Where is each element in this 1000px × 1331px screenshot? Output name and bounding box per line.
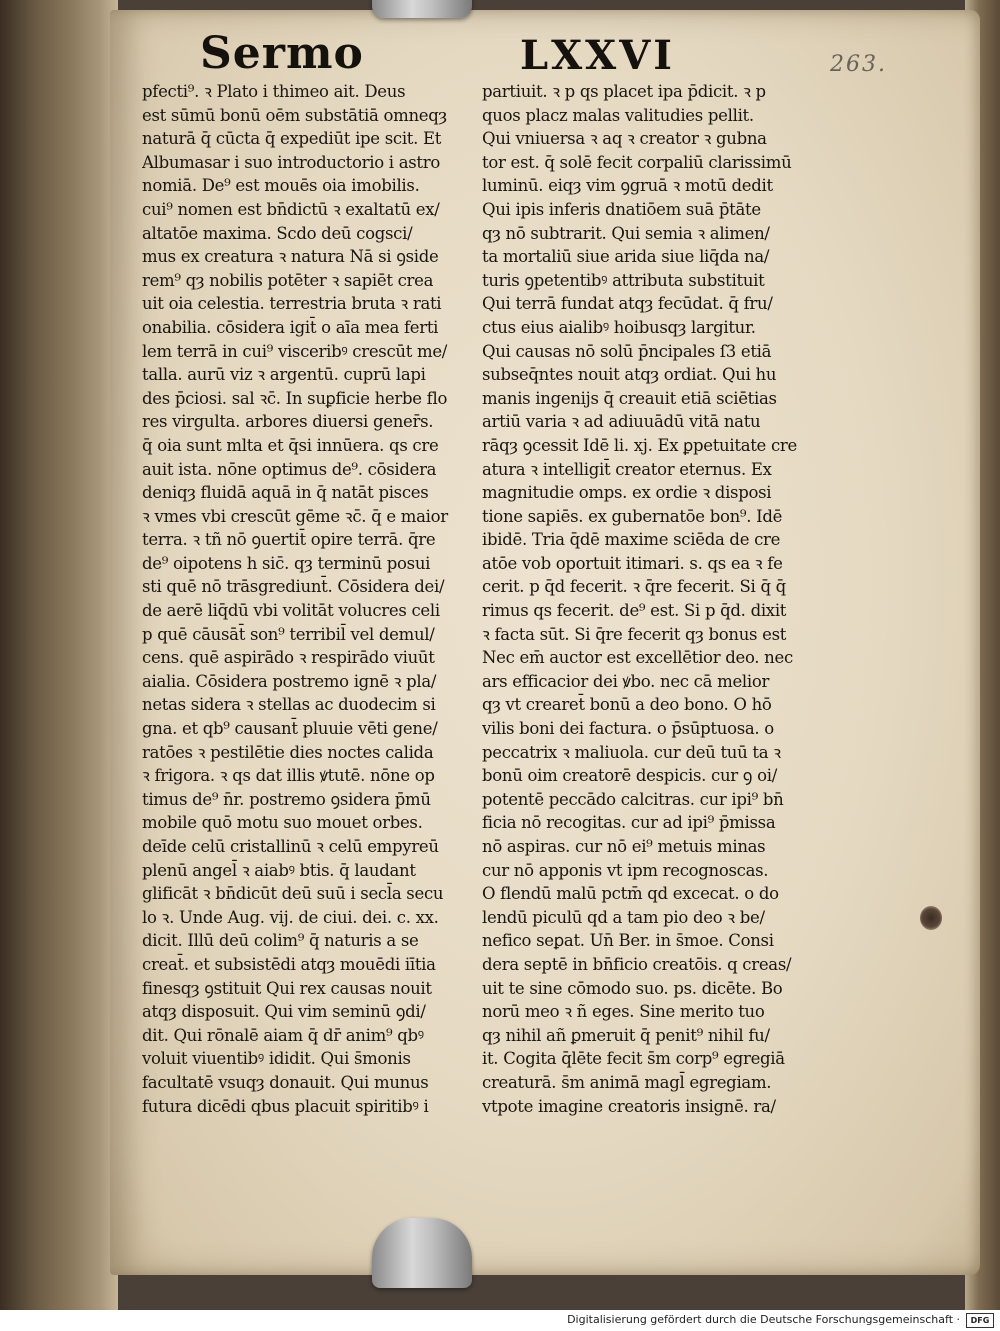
text-line: plenū angel̄ ꝛ aiabꝰ btis. q̄ laudant bbox=[142, 860, 416, 880]
text-line: pfecti⁹. ꝛ Plato i thimeo ait. Deus bbox=[142, 82, 406, 101]
text-line: magnitudie omps. ex ordie ꝛ disposi bbox=[482, 483, 772, 503]
text-line: vtpote imagine creatoris insignē. ra/ bbox=[482, 1096, 776, 1116]
text-line: partiuit. ꝛ p qs placet ipa p̄dicit. ꝛ p bbox=[482, 82, 766, 101]
text-line: luminū. eiqȝ vim ꝯgruā ꝛ motū dedit bbox=[482, 176, 773, 196]
text-line: ctus eius aialibꝰ hoibusqȝ largitur. bbox=[482, 317, 756, 337]
text-line: nomiā. De⁹ est mouēs oia imobilis. bbox=[142, 176, 420, 196]
text-line: ars efficacior dei ꝟbo. nec cā melior bbox=[482, 671, 770, 691]
sermon-numeral: LXXVI bbox=[520, 32, 675, 79]
ink-stain bbox=[920, 906, 942, 930]
text-line: nō aspiras. cur nō ei⁹ metuis minas bbox=[482, 837, 766, 856]
text-line: lendū piculū qd a tam pio deo ꝛ be/ bbox=[482, 907, 765, 927]
text-line: potentē peccādo calcitras. cur ipi⁹ bn̄ bbox=[482, 789, 784, 809]
text-line: altatōe maxima. Scdo deū cogsci/ bbox=[142, 223, 413, 243]
text-line: Albumasar i suo introductorio i astro bbox=[142, 152, 440, 172]
text-line: gna. et qb⁹ causant̄ pluuie vēti gene/ bbox=[142, 719, 438, 739]
text-line: futura dicēdi qbus placuit spiritibꝰ i bbox=[142, 1096, 429, 1116]
folio-number: 263. bbox=[830, 52, 887, 77]
text-line: auit ista. nōne optimus de⁹. cōsidera bbox=[142, 459, 437, 479]
text-line: cerit. p q̄d fecerit. ꝛ q̄re fecerit. Si q̄ q̄ bbox=[482, 577, 786, 597]
text-line: dit. Qui rōnalē aiam q̄ dr̄ anim⁹ qbꝰ bbox=[142, 1025, 424, 1045]
text-line: deīde celū cristallinū ꝛ celū empyreū bbox=[142, 837, 439, 856]
text-line: Qui causas nō solū p̄ncipales ſ3 etiā bbox=[482, 341, 772, 361]
text-line: ꝛ facta sūt. Si q̄re fecerit qȝ bonus est bbox=[482, 624, 787, 644]
text-line: mobile quō motu suo mouet orbes. bbox=[142, 813, 423, 833]
text-line: onabilia. cōsidera igit̄ o aīa mea ferti bbox=[142, 317, 439, 337]
text-line: talla. aurū viz ꝛ argentū. cuprū lapi bbox=[142, 365, 426, 385]
text-line: creat̄. et subsistēdi atqȝ mouēdi iītia bbox=[142, 954, 436, 974]
text-line: tione sapiēs. ex gubernatōe bon⁹. Idē bbox=[482, 506, 783, 526]
text-line: uit oia celestia. terrestria bruta ꝛ rati bbox=[142, 294, 442, 314]
text-line: ꝛ vmes vbi crescūt gēme ꝛc̄. q̄ e maior bbox=[142, 506, 448, 526]
text-line: qȝ nō subtrarit. Qui semia ꝛ alimen/ bbox=[482, 223, 770, 243]
text-line: qȝ nihil añ ꝑmeruit q̄ penit⁹ nihil fu/ bbox=[482, 1025, 770, 1045]
text-line: glificāt ꝛ bn̄dicūt deū suū i secl̄a secu bbox=[142, 884, 444, 904]
text-line: des p̄ciosi. sal ꝛc̄. In suꝑficie herbe flo bbox=[142, 388, 448, 408]
text-column-left bbox=[142, 80, 482, 1118]
text-line: aialia. Cōsidera postremo ignē ꝛ pla/ bbox=[142, 671, 437, 691]
text-line: lo ꝛ. Unde Aug. vij. de ciui. dei. c. xx. bbox=[142, 907, 439, 927]
text-line: peccatrix ꝛ maliuola. cur deū tuū ta ꝛ bbox=[482, 742, 781, 762]
text-line: rem⁹ qȝ nobilis potēter ꝛ sapiēt crea bbox=[142, 270, 434, 290]
text-line: Qui ipis inferis dnatiōem suā p̄tāte bbox=[482, 199, 761, 219]
text-line: vilis boni dei factura. o p̄sūptuosa. o bbox=[482, 719, 774, 739]
text-line: ratōes ꝛ pestilētie dies noctes calida bbox=[142, 742, 434, 762]
text-line: subseq̄ntes nouit atqȝ ordiat. Qui hu bbox=[482, 365, 777, 385]
digitization-credit: Digitalisierung gefördert durch die Deutsche Forschungsgemeinschaft · bbox=[567, 1313, 960, 1326]
text-line: q̄ oia sunt mlta et q̄si innūera. qs cre bbox=[142, 435, 439, 455]
text-line: Qui terrā fundat atqȝ fecūdat. q̄ fru/ bbox=[482, 294, 773, 314]
bottom-clip bbox=[372, 1218, 472, 1288]
text-line: ta mortaliū siue arida siue liq̄da na/ bbox=[482, 247, 770, 267]
top-clip bbox=[372, 0, 472, 18]
text-line: O flendū malū pctm̄ qd excecat. o do bbox=[482, 884, 779, 904]
text-line: atōe vob oportuit itimari. s. qs ea ꝛ fe bbox=[482, 553, 783, 573]
text-line: naturā q̄ cūcta q̄ expediūt ipe scit. Et bbox=[142, 129, 442, 149]
text-line: de aerē liq̄dū vbi volitāt volucres celi bbox=[142, 601, 440, 621]
text-line: netas sidera ꝛ stellas ac duodecim si bbox=[142, 695, 436, 715]
text-line: est sūmū bonū oēm substātiā omneqȝ bbox=[142, 105, 447, 125]
text-line: turis ꝯpetentibꝰ attributa substituit bbox=[482, 270, 765, 290]
text-line: dicit. Illū deū colim⁹ q̄ naturis a se bbox=[142, 931, 419, 951]
text-line: dera septē in bn̄ficio creatōis. q creas/ bbox=[482, 954, 792, 974]
text-line: p quē cāusāt̄ son⁹ terribil̄ vel demul/ bbox=[142, 624, 435, 644]
text-line: rimus qs fecerit. de⁹ est. Si p q̄d. dixit bbox=[482, 601, 787, 621]
text-line: nefico seꝑat. Un̄ Ber. in s̄moe. Consi bbox=[482, 931, 774, 951]
text-line: de⁹ oipotens h sic̄. qȝ terminū posui bbox=[142, 553, 431, 573]
text-line: ficia nō recogitas. cur ad ipi⁹ p̄missa bbox=[482, 813, 776, 833]
page-header bbox=[200, 28, 720, 84]
text-line: creaturā. s̄m animā magl̄ egregiam. bbox=[482, 1072, 772, 1092]
text-line: deniqȝ fluidā aquā in q̄ natāt pisces bbox=[142, 483, 429, 503]
text-line: Nec em̄ auctor est excellētior deo. nec bbox=[482, 648, 793, 668]
text-line: it. Cogita q̄lēte fecit s̄m corp⁹ egregiā bbox=[482, 1049, 785, 1069]
page-title: Sermo bbox=[200, 28, 364, 79]
text-line: cui⁹ nomen est bn̄dictū ꝛ exaltatū ex/ bbox=[142, 199, 440, 219]
text-line: quos placz malas valitudies pellit. bbox=[482, 105, 754, 125]
text-line: ꝛ frigora. ꝛ qs dat illis ꝟtutē. nōne op bbox=[142, 766, 435, 786]
book-spine bbox=[0, 0, 118, 1310]
text-line: Qui vniuersa ꝛ aq ꝛ creator ꝛ gubna bbox=[482, 129, 767, 149]
text-line: cur nō apponis vt ipm recognoscas. bbox=[482, 860, 769, 880]
text-line: ibidē. Tria q̄dē maxime sciēda de cre bbox=[482, 530, 781, 550]
text-line: timus de⁹ n̄r. postremo ꝯsidera p̄mū bbox=[142, 789, 431, 809]
text-line: atura ꝛ intelligit̄ creator eternus. Ex bbox=[482, 459, 772, 479]
text-line: uit te sine cōmodo suo. ps. dicēte. Bo bbox=[482, 978, 783, 998]
text-line: sti quē nō trāsgrediunt̄. Cōsidera dei/ bbox=[142, 577, 445, 597]
dfg-logo: DFG bbox=[966, 1313, 994, 1328]
text-line: res virgulta. arbores diuersi gener̄s. bbox=[142, 412, 434, 432]
bleed-through-mark bbox=[370, 40, 382, 80]
text-line: artiū varia ꝛ ad adiuuādū vitā natu bbox=[482, 412, 761, 432]
text-line: norū meo ꝛ ñ eges. Sine merito tuo bbox=[482, 1002, 765, 1022]
text-column-right bbox=[482, 80, 822, 1118]
text-line: rāqȝ ꝯcessit Idē li. xj. Ex ꝑpetuitate cre bbox=[482, 435, 797, 455]
text-line: cens. quē aspirādo ꝛ respirādo viuūt bbox=[142, 648, 435, 668]
text-line: voluit viuentibꝰ ididit. Qui s̄monis bbox=[142, 1049, 411, 1069]
text-line: manis ingenijs q̄ creauit etiā sciētias bbox=[482, 388, 777, 408]
text-line: lem terrā in cui⁹ visceribꝰ crescūt me/ bbox=[142, 341, 448, 361]
text-line: finesqȝ ꝯstituit Qui rex causas nouit bbox=[142, 978, 432, 998]
text-line: qȝ vt crearet̄ bonū a deo bono. O hō bbox=[482, 695, 772, 715]
text-line: tor est. q̄ solē fecit corpaliū clarissimū bbox=[482, 152, 792, 172]
text-line: facultatē vsuqȝ donauit. Qui munus bbox=[142, 1072, 429, 1092]
text-line: bonū oim creatorē despicis. cur ꝯ oi/ bbox=[482, 766, 777, 786]
footer-bar bbox=[0, 1310, 1000, 1331]
text-line: terra. ꝛ tñ nō ꝯuertit̄ opire terrā. q̄re bbox=[142, 530, 436, 550]
text-line: atqȝ disposuit. Qui vim seminū ꝯdi/ bbox=[142, 1002, 426, 1022]
text-line: mus ex creatura ꝛ natura Nā si ꝯside bbox=[142, 247, 439, 267]
